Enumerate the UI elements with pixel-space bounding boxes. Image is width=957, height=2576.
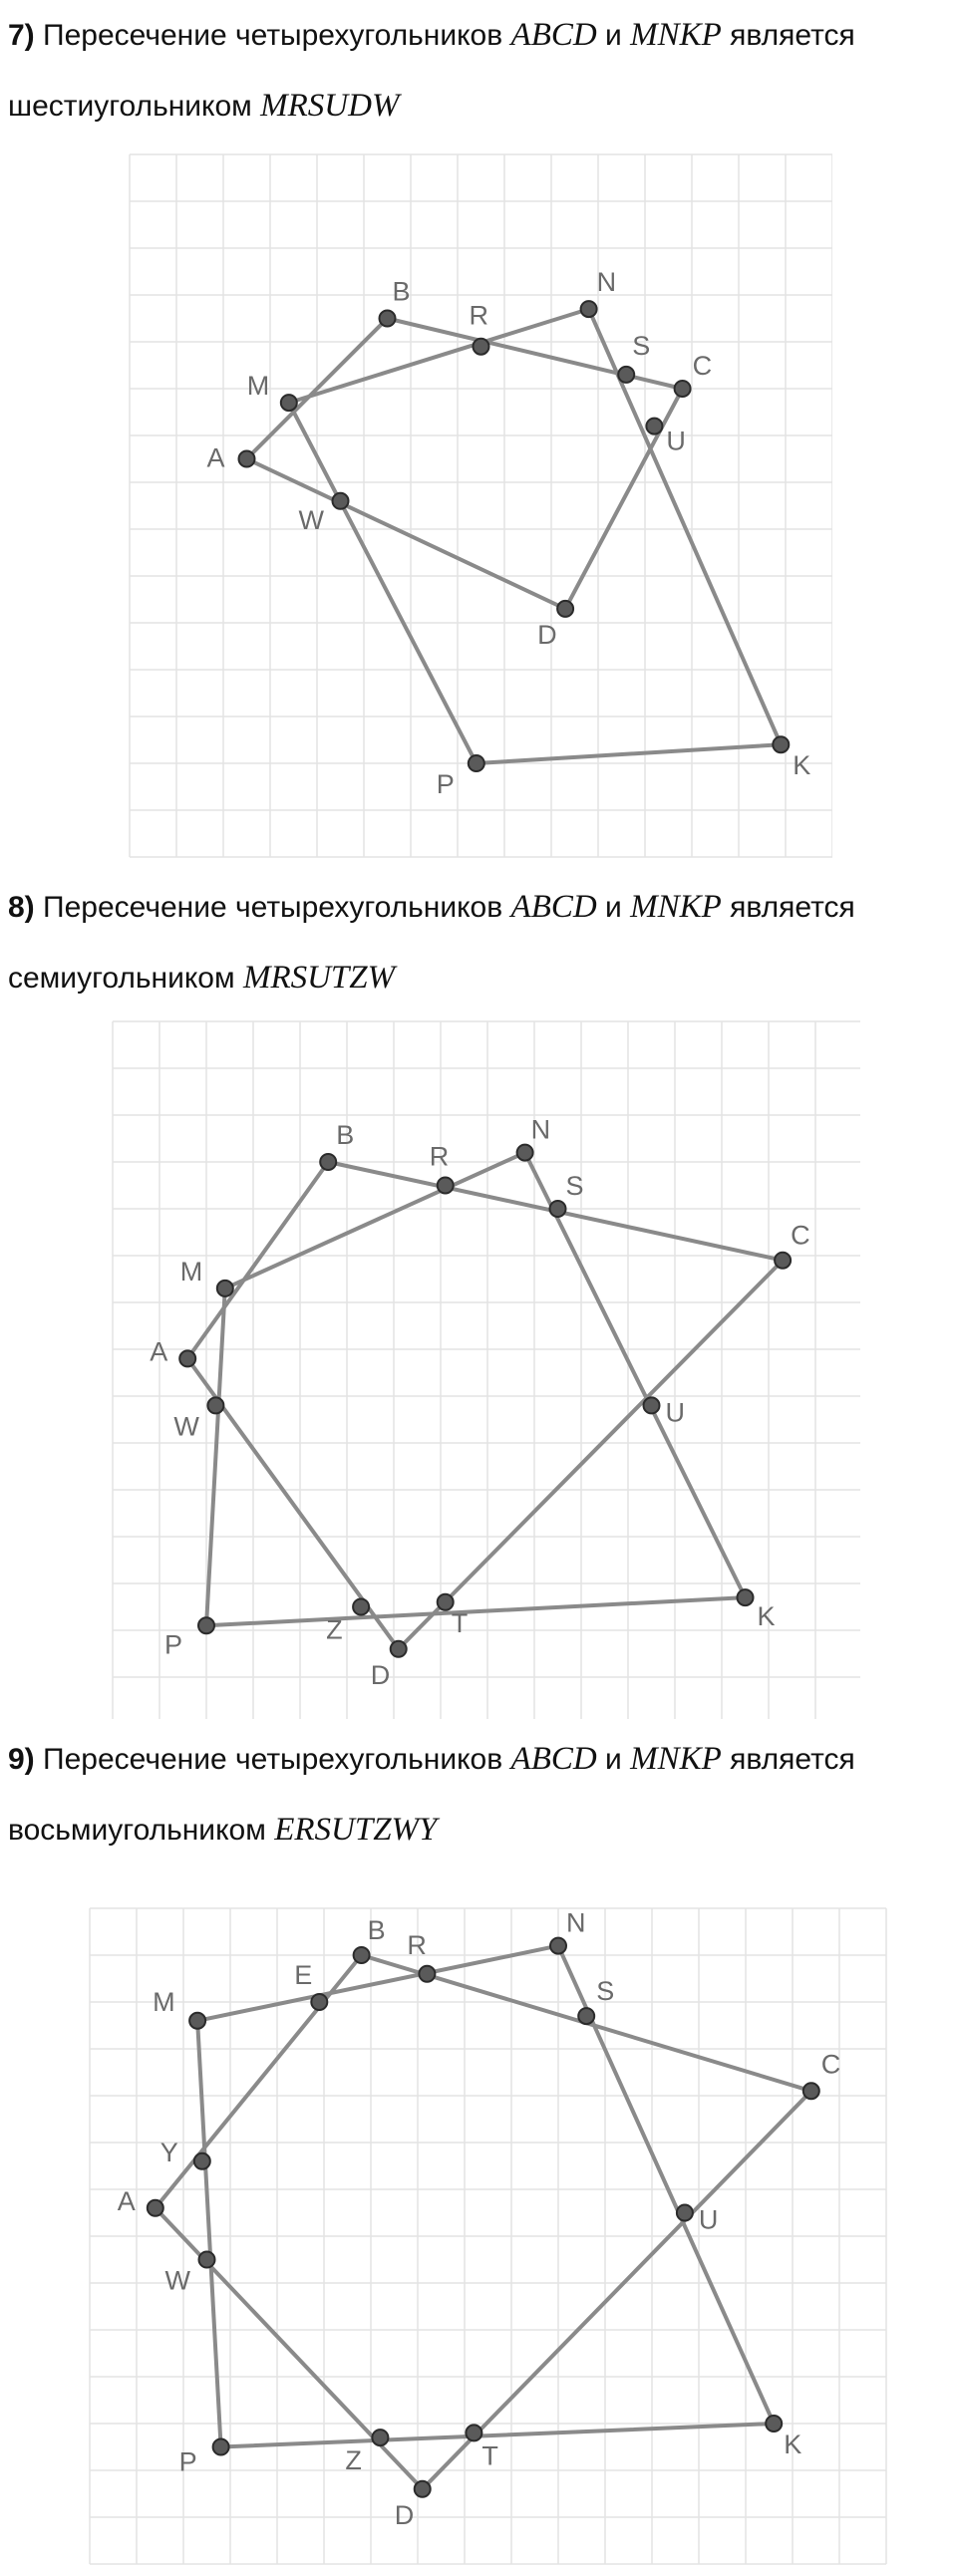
figure-7 [125, 149, 832, 862]
point-k [738, 1589, 754, 1605]
problem-number: 9) [8, 1743, 35, 1776]
point-m [281, 395, 297, 411]
point-label-w: W [164, 2265, 190, 2296]
quadrilateral-2-name: MNKP [630, 17, 722, 53]
point-n [517, 1145, 533, 1161]
point-u [677, 2205, 693, 2221]
point-label-n: N [530, 1114, 551, 1145]
point-label-p: P [178, 2446, 197, 2477]
verb: является [730, 1743, 855, 1776]
point-label-k: K [784, 2430, 802, 2459]
point-s [550, 1201, 566, 1217]
conjunction: и [605, 19, 622, 52]
problem-number: 7) [8, 19, 35, 52]
point-label-s: S [596, 1976, 615, 2007]
point-a [179, 1350, 195, 1366]
point-label-p: P [164, 1629, 183, 1660]
point-u [646, 419, 662, 434]
point-e [311, 1994, 327, 2010]
point-label-w: W [173, 1411, 199, 1442]
point-c [803, 2083, 819, 2099]
point-z [372, 2430, 388, 2445]
quadrilateral-mnkp [206, 1153, 746, 1626]
point-label-d: D [370, 1659, 391, 1690]
problem-7-text [8, 0, 955, 142]
verb: является [730, 19, 855, 52]
polygon-kind: семиугольником [8, 962, 235, 995]
point-p [213, 2439, 229, 2455]
point-label-m: M [153, 1986, 175, 2017]
point-label-a: A [206, 442, 225, 473]
figure-9-diagram [85, 1903, 887, 2576]
point-label-k: K [757, 1601, 776, 1632]
point-label-d: D [394, 2499, 415, 2530]
polygon-name: ERSUTZWY [274, 1812, 438, 1848]
point-label-u: U [665, 1397, 685, 1428]
figure-8 [108, 1016, 860, 1719]
point-label-k: K [793, 750, 811, 781]
point-k [766, 2416, 782, 2432]
quadrilateral-1-name: ABCD [510, 17, 597, 53]
point-y [194, 2153, 210, 2169]
point-z [353, 1599, 369, 1615]
point-u [644, 1397, 660, 1413]
point-m [217, 1281, 233, 1296]
quadrilateral-abcd [247, 319, 683, 609]
figure-8-diagram [108, 1016, 860, 1719]
point-label-b: B [336, 1120, 355, 1150]
point-label-m: M [246, 371, 270, 402]
point-label-b: B [367, 1915, 386, 1945]
point-label-r: R [429, 1141, 450, 1172]
point-d [557, 601, 573, 617]
polygon-kind: восьмиугольником [8, 1814, 266, 1847]
point-p [198, 1617, 214, 1633]
point-label-d: D [537, 619, 557, 650]
point-w [199, 2252, 215, 2268]
point-a [148, 2200, 163, 2216]
point-label-z: Z [326, 1614, 343, 1645]
point-label-a: A [150, 1336, 168, 1367]
quadrilateral-1-name: ABCD [510, 1741, 597, 1777]
point-label-a: A [117, 2185, 136, 2216]
point-c [675, 381, 691, 397]
point-label-s: S [632, 330, 651, 361]
point-label-s: S [565, 1171, 584, 1201]
point-w [333, 493, 349, 509]
point-a [239, 451, 255, 467]
point-label-b: B [392, 276, 411, 307]
point-n [581, 301, 597, 317]
point-label-w: W [298, 504, 324, 535]
point-p [469, 755, 484, 771]
figure-9 [85, 1903, 887, 2576]
quadrilateral-abcd [187, 1162, 783, 1649]
problem-number: 8) [8, 891, 35, 924]
point-b [354, 1947, 370, 1963]
point-label-c: C [791, 1220, 810, 1251]
point-r [474, 339, 489, 355]
point-label-n: N [596, 267, 617, 298]
point-label-c: C [820, 2049, 841, 2080]
point-label-e: E [294, 1960, 313, 1990]
point-label-n: N [566, 1907, 586, 1938]
point-n [550, 1938, 566, 1954]
point-label-u: U [666, 426, 686, 456]
problem-statement: Пересечение четырехугольников [43, 891, 503, 924]
point-w [207, 1397, 223, 1413]
quadrilateral-2-name: MNKP [630, 889, 722, 925]
point-label-r: R [407, 1929, 427, 1960]
point-s [618, 367, 634, 383]
problem-statement: Пересечение четырехугольников [43, 19, 503, 52]
point-r [438, 1178, 454, 1194]
point-d [415, 2481, 431, 2497]
point-r [419, 1966, 435, 1982]
point-c [775, 1253, 791, 1269]
point-m [189, 2013, 205, 2029]
polygon-name: MRSUDW [260, 88, 400, 124]
polygon-kind: шестиугольником [8, 90, 252, 123]
problem-9-text [8, 1724, 955, 1865]
quadrilateral-2-name: MNKP [630, 1741, 722, 1777]
point-label-t: T [481, 2440, 498, 2471]
quadrilateral-mnkp [197, 1946, 774, 2447]
point-label-p: P [436, 769, 455, 799]
point-d [391, 1641, 407, 1657]
point-label-m: M [179, 1256, 203, 1287]
conjunction: и [605, 891, 622, 924]
polygon-name: MRSUTZW [242, 960, 396, 996]
problem-8-text [8, 872, 955, 1013]
grid [113, 1021, 860, 1719]
point-label-r: R [469, 300, 488, 331]
point-k [773, 736, 789, 752]
conjunction: и [605, 1743, 622, 1776]
point-b [380, 311, 396, 327]
point-label-t: T [451, 1607, 469, 1638]
point-label-z: Z [345, 2445, 362, 2476]
point-label-c: C [692, 351, 713, 381]
point-t [466, 2425, 481, 2440]
verb: является [730, 891, 855, 924]
point-label-y: Y [160, 2137, 178, 2167]
quadrilateral-1-name: ABCD [510, 889, 597, 925]
point-s [578, 2008, 594, 2024]
problem-statement: Пересечение четырехугольников [43, 1743, 503, 1776]
figure-7-diagram [125, 149, 832, 862]
grid [130, 154, 832, 857]
point-label-u: U [698, 2204, 719, 2235]
point-b [320, 1154, 336, 1170]
